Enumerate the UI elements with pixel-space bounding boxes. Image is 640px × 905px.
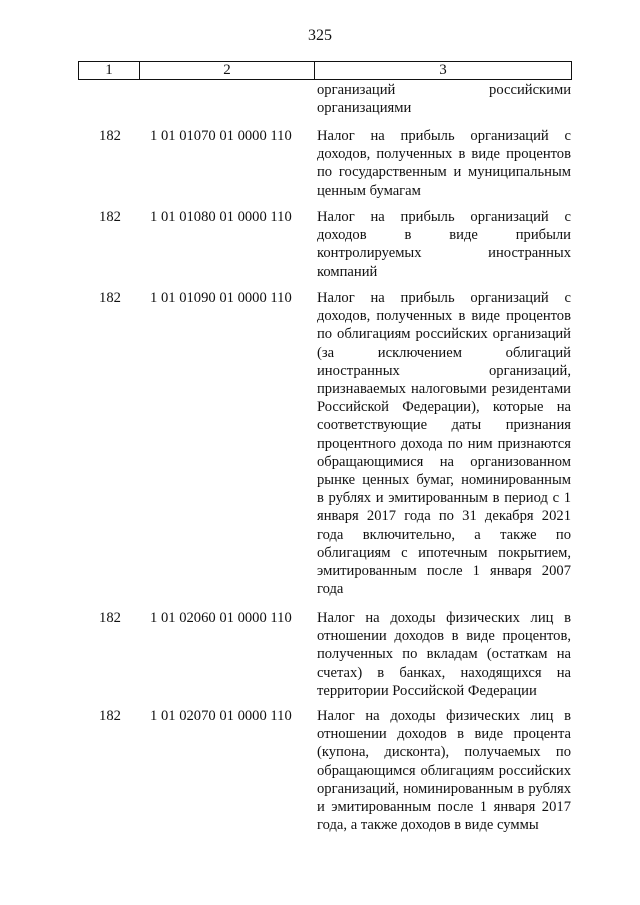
row-kbk-code: 1 01 01080 01 0000 110 [150,209,292,225]
row-kbk-code: 1 01 01090 01 0000 110 [150,290,292,306]
row-description: Налог на прибыль организаций с доходов, полученных в виде процентов по облигациям российских организаций (за исключением облигаций иностранных организаций, признаваемых налоговыми резидентами Российской Федерации), которые на соответствующие даты признания процентного дохода по ним признаются обращающимися на организованном рынке ценных бумаг, номинированным в рублях и эмитированным в период с 1 января 2017 года по 31 декабря 2021 года включительно, а также по облигациям с ипотечным покрытием, эмитированным после 1 января 2007 года [317,290,571,598]
row-description: Налог на прибыль организаций с доходов в виде прибыли контролируемых иностранных компаний [317,209,571,280]
header-col-3: 3 [439,62,447,78]
row-description: Налог на доходы физических лиц в отношении доходов в виде процентов, полученных по вкладам (остаткам на счетах) в банках, находящихся на территории Российской Федерации [317,610,571,699]
row-description: Налог на доходы физических лиц в отношении доходов в виде процента (купона, дисконта), получаемых по обращающимся облигациям российских организаций, номинированным в рублях и эмитированным после 1 января 2017 года, а также доходов в виде суммы [317,708,571,834]
page-number: 325 [308,27,332,44]
row-admin-code: 182 [99,128,121,144]
row-admin-code: 182 [99,209,121,225]
row-admin-code: 182 [99,290,121,306]
row-kbk-code: 1 01 02070 01 0000 110 [150,708,292,724]
header-col-1: 1 [79,62,140,79]
row-admin-code: 182 [99,708,121,724]
row-admin-code: 182 [99,610,121,626]
continuation-text: организаций российскими организациями [317,82,571,117]
header-col-2: 2 [140,62,315,79]
row-kbk-code: 1 01 02060 01 0000 110 [150,610,292,626]
row-description: Налог на прибыль организаций с доходов, полученных в виде процентов по государственным и муниципальным ценным бумагам [317,128,571,199]
row-kbk-code: 1 01 01070 01 0000 110 [150,128,292,144]
table-header [78,61,572,80]
